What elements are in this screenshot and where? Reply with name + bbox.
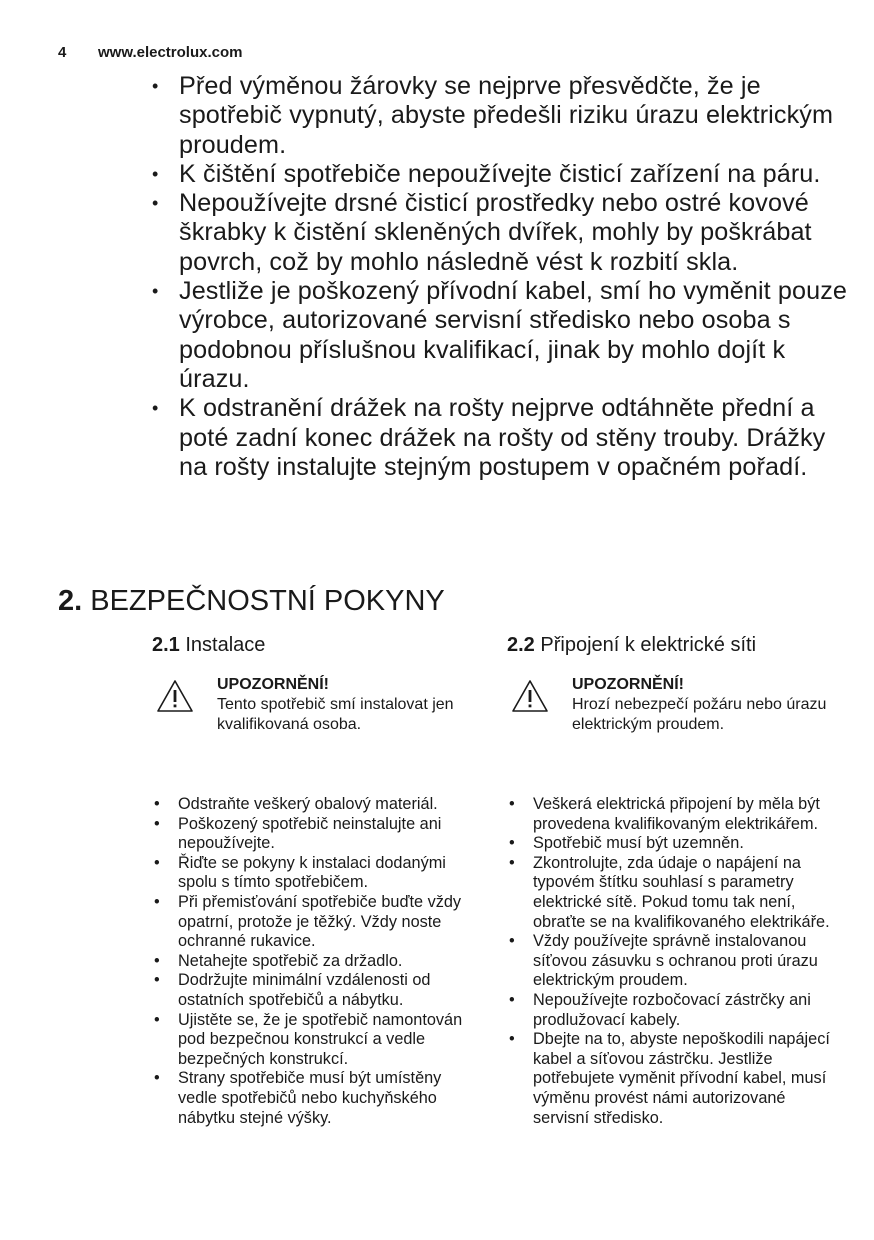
list-item: • Veškerá elektrická připojení by měla být provedena kvalifikovaným elektrikářem. xyxy=(509,795,820,833)
website-url: www.electrolux.com xyxy=(98,44,243,61)
intro-bullet-list xyxy=(152,72,852,482)
warning-box xyxy=(507,675,837,787)
subsection-number: 2.1 xyxy=(152,634,180,656)
list-item: • Řiďte se pokyny k instalaci dodanými spolu s tímto spotřebičem. xyxy=(154,853,446,892)
list-item: • Netahejte spotřebič za držadlo. xyxy=(154,951,403,970)
warning-body: Tento spotřebič smí instalovat jen kvalifikovaná osoba. xyxy=(217,696,454,733)
electrical-bullet-list xyxy=(507,795,837,1128)
list-item: • Zkontrolujte, zda údaje o napájení na typovém štítku souhlasí s parametry elektrické sítě. Pokud tomu tak není, obraťte se na kvalifikovaného elektrikáře. xyxy=(509,853,830,931)
bullet-icon: • xyxy=(152,281,159,302)
installation-column xyxy=(152,630,472,1128)
list-item: • Ujistěte se, že je spotřebič namontován pod bezpečnou konstrukcí a vedle bezpečných konstrukcí. xyxy=(154,1010,463,1068)
list-item: • K odstranění drážek na rošty nejprve odtáhněte přední a poté zadní konec drážek na rošty od stěny trouby. Drážky na rošty instalujte stejným postupem v opačném pořadí. xyxy=(152,394,826,481)
section-heading xyxy=(58,582,445,620)
list-item: • Dbejte na to, abyste nepoškodili napájecí kabel a síťovou zástrčku. Jestliže potřebujete vyměnit přívodní kabel, musí výměnu provést námi autorizované servisní středisko. xyxy=(509,1030,830,1127)
list-item: • Před výměnou žárovky se nejprve přesvědčte, že je spotřebič vypnutý, abyste předešli riziku úrazu elektrickým proudem. xyxy=(152,72,834,159)
list-item: • Poškozený spotřebič neinstalujte ani nepoužívejte. xyxy=(154,814,442,853)
warning-text xyxy=(572,675,837,735)
electrical-connection-column xyxy=(507,630,837,1128)
subsection-title: Instalace xyxy=(185,634,266,656)
warning-icon xyxy=(156,679,194,713)
list-item: • Dodržujte minimální vzdálenosti od ostatních spotřebičů a nábytku. xyxy=(154,971,431,1009)
section-number: 2. xyxy=(58,585,83,617)
list-item: • Strany spotřebiče musí být umístěny vedle spotřebičů nebo kuchyňského nábytku stejné výšky. xyxy=(154,1069,442,1127)
list-item: • Nepoužívejte rozbočovací zástrčky ani prodlužovací kabely. xyxy=(509,990,811,1029)
warning-box xyxy=(152,675,472,787)
subsection-title: Připojení k elektrické síti xyxy=(540,634,757,656)
warning-body: Hrozí nebezpečí požáru nebo úrazu elektrickým proudem. xyxy=(572,696,827,733)
list-item: • Nepoužívejte drsné čisticí prostředky nebo ostré kovové škrabky k čistění skleněných dvířek, mohly by poškrábat povrch, což by mohlo následně vést k rozbití skla. xyxy=(152,189,812,276)
subsection-number: 2.2 xyxy=(507,634,535,656)
warning-icon xyxy=(511,679,549,713)
list-item: • K čištění spotřebiče nepoužívejte čisticí zařízení na páru. xyxy=(152,159,821,188)
list-item: • Jestliže je poškozený přívodní kabel, smí ho vyměnit pouze výrobce, autorizované servisní středisko nebo osoba s podobnou příslušnou kvalifikací, jinak by mohlo dojít k úrazu. xyxy=(152,277,848,393)
list-item: • Vždy používejte správně instalovanou síťovou zásuvku s ochranou proti úrazu elektrickým proudem. xyxy=(509,932,818,990)
warning-heading: UPOZORNĚNÍ! xyxy=(217,676,329,693)
subsection-heading xyxy=(507,630,837,660)
bullet-icon: • xyxy=(152,398,159,419)
installation-bullet-list xyxy=(152,795,472,1128)
section-title: BEZPEČNOSTNÍ POKYNY xyxy=(90,585,445,617)
page-header xyxy=(58,44,243,61)
bullet-icon: • xyxy=(152,193,159,214)
warning-text xyxy=(217,675,472,735)
bullet-icon: • xyxy=(152,76,159,96)
list-item: • Při přemisťování spotřebiče buďte vždy opatrní, protože je těžký. Vždy noste ochranné rukavice. xyxy=(154,892,462,951)
list-item: • Spotřebič musí být uzemněn. xyxy=(509,834,744,853)
warning-heading: UPOZORNĚNÍ! xyxy=(572,676,684,693)
list-item: • Odstraňte veškerý obalový materiál. xyxy=(154,795,438,813)
bullet-icon: • xyxy=(152,163,159,184)
page-number: 4 xyxy=(58,44,67,61)
subsection-heading xyxy=(152,630,472,660)
